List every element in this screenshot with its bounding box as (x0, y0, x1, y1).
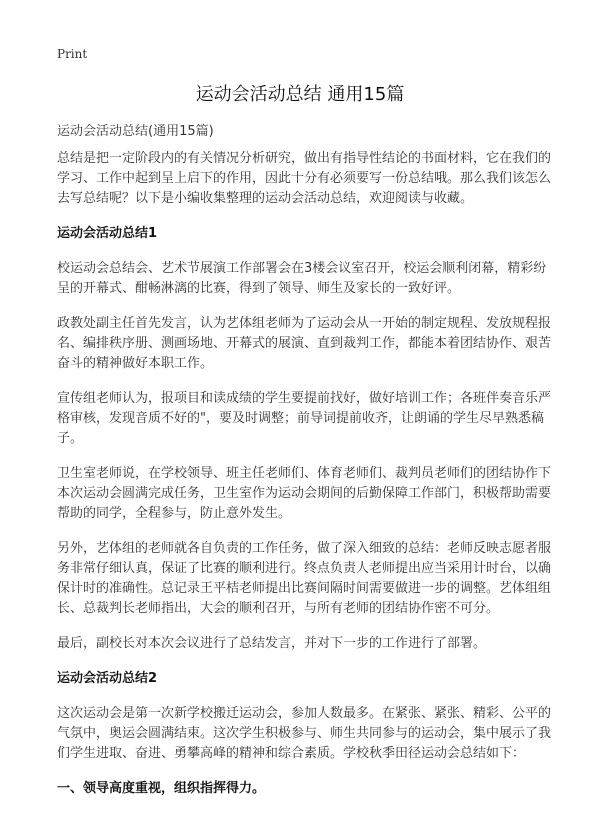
section-heading: 运动会活动总结1 (57, 226, 158, 241)
subsection-heading: 一、领导高度重视，组织指挥得力。 (57, 781, 266, 796)
intro-paragraph: 总结是把一定阶段内的有关情况分析研究，做出有指导性结论的书面材料，它在我们的学习、工作中起到呈上启下的作用，因此十分有必须要写一份总结哦。那么我们该怎么去写总结呢？以下是小编收集整理的运动会活动总结，欢迎阅读与收藏。 (57, 151, 552, 206)
document-subtitle: 运动会活动总结(通用15篇) (57, 124, 214, 139)
document-body (57, 149, 552, 814)
paragraph: 政教处副主任首先发言，认为艺体组老师为了运动会从一开始的制定规程、发放规程报名、编排秩序册、测画场地、开幕式的展演、直到裁判工作，都能本着团结协作、艰苦奋斗的精神做好本职工作。 (57, 316, 552, 371)
page-title: 运动会活动总结 通用15篇 (195, 84, 405, 105)
paragraph: 最后，副校长对本次会议进行了总结发言，并对下一步的工作进行了部署。 (57, 636, 487, 651)
paragraph: 这次运动会是第一次新学校搬迁运动会，参加人数最多。在紧张、紧张、精彩、公平的气氛中，奥运会圆满结束。这次学生积极参与、师生共同参与的运动会，集中展示了我们学生进取、奋进、勇攀高峰的精神和综合素质。学校秋季田径运动会总结如下： (57, 706, 552, 761)
print-link[interactable]: Print (57, 47, 88, 61)
paragraph: 另外，艺体组的老师就各自负责的工作任务，做了深入细致的总结：老师反映志愿者服务非常仔细认真，保证了比赛的顺利进行。终点负责人老师提出应当采用计时台，以确保计时的准确性。总记录王平桔老师提出比赛间隔时间需要做进一步的调整。艺体组组长、总裁判长老师指出，大会的顺利召开，与所有老师的团结协作密不可分。 (57, 541, 552, 616)
paragraph: 校运动会总结会、艺术节展演工作部署会在3楼会议室召开，校运会顺利闭幕，精彩纷呈的开幕式、酣畅淋漓的比赛，得到了领导、师生及家长的一致好评。 (57, 261, 547, 296)
section-heading: 运动会活动总结2 (57, 671, 158, 686)
paragraph: 卫生室老师说，在学校领导、班主任老师们、体育老师们、裁判员老师们的团结协作下本次运动会圆满完成任务，卫生室作为运动会期间的后勤保障工作部门，积极帮助需要帮助的同学，全程参与，防止意外发生。 (57, 466, 552, 521)
paragraph: 宣传组老师认为，报项目和读成绩的学生要提前找好，做好培训工作；各班伴奏音乐严格审核，发现音质不好的"，要及时调整；前导词提前收齐，让朗诵的学生尽早熟悉稿子。 (57, 391, 552, 446)
